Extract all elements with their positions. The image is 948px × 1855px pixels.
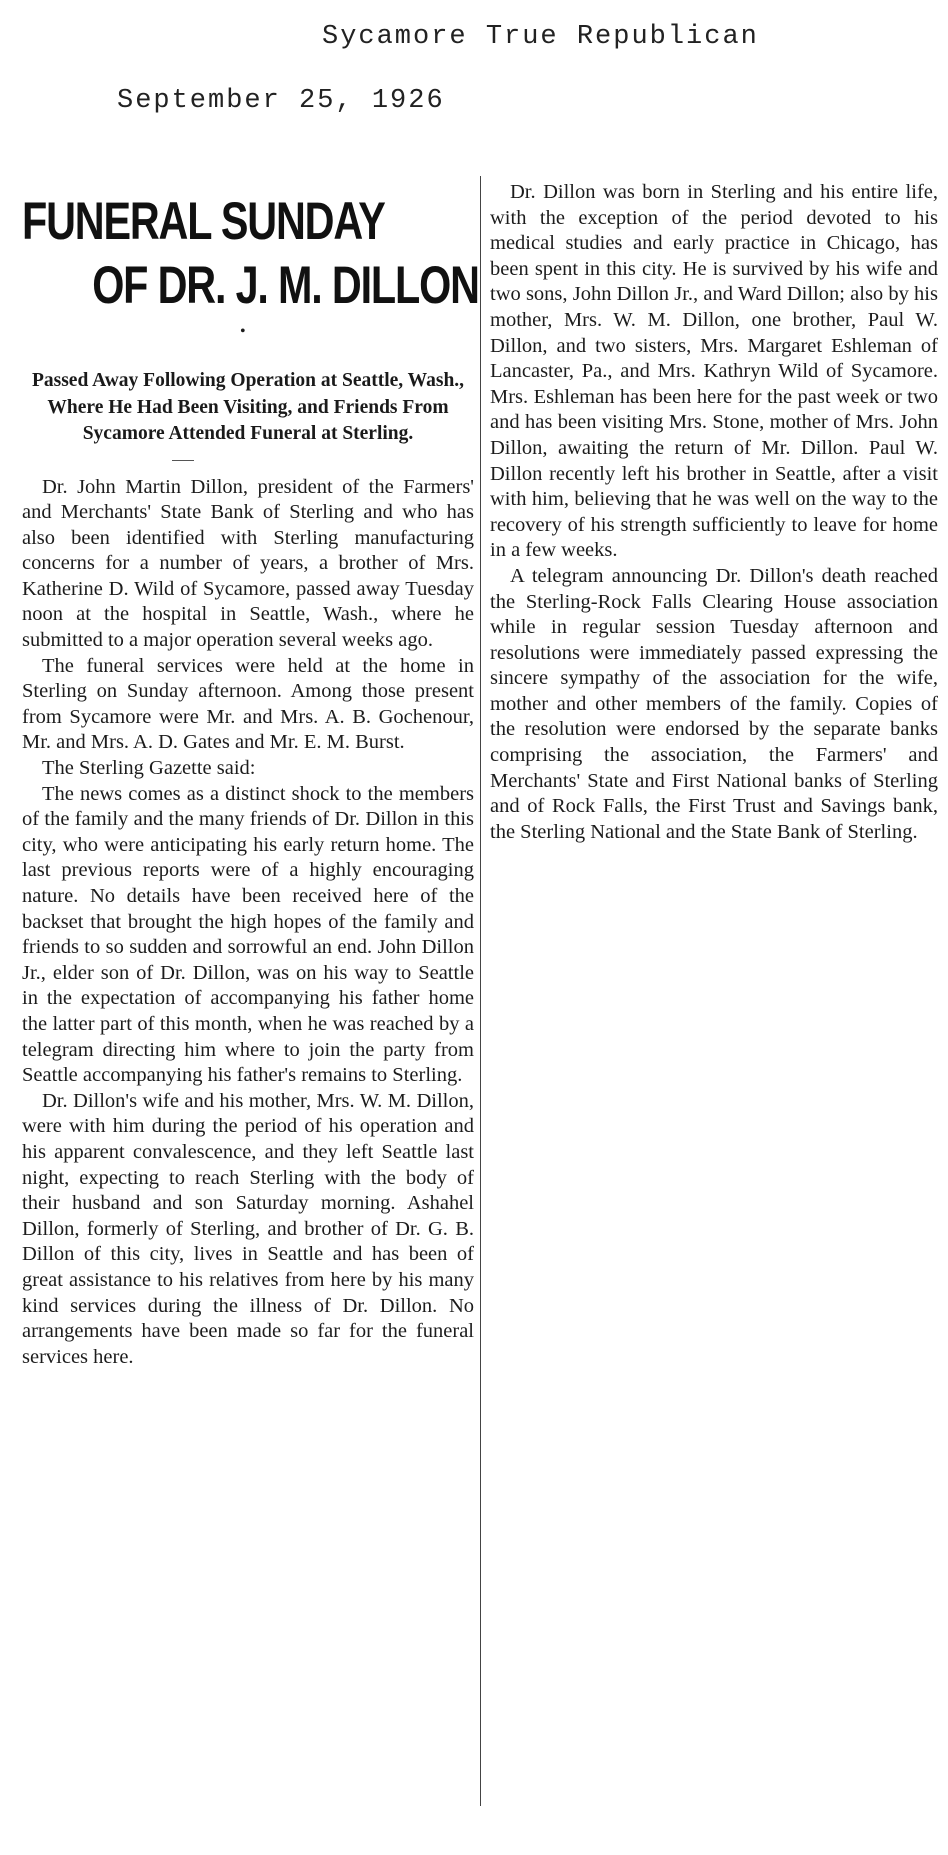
column-divider	[480, 176, 481, 1806]
article-paragraph: Dr. Dillon's wife and his mother, Mrs. W. M. Dillon, were with him during the period of his operation and his apparent convalescence, and they left Seattle last night, expecting to reach Sterling with the body of their husband and son Saturday morning. Ashahel Dillon, formerly of Sterling, and brother of Dr. G. B. Dillon of this city, lives in Seattle and has been of great assistance to his relatives from here by his many kind services during the illness of Dr. Dillon. No arrangements have been made so far for the funeral services here.	[22, 1089, 474, 1368]
publication-date: September 25, 1926	[117, 86, 445, 116]
article-left-column	[22, 178, 479, 1370]
deck-divider	[172, 460, 194, 461]
article-paragraph: A telegram announcing Dr. Dillon's death reached the Sterling-Rock Falls Clearing House association while in regular session Tuesday afternoon and resolutions were immediately passed expressing the sincere sympathy of the association for the wife, mother and other members of the family. Copies of the resolution were endorsed by the separate banks comprising the association, the Farmers' and Merchants' State and First National banks of Sterling and of Rock Falls, the First Trust and Savings bank, the Sterling National and the State Bank of Sterling.	[490, 564, 938, 843]
headline-ornament: •	[240, 323, 246, 340]
article-paragraph: Dr. Dillon was born in Sterling and his entire life, with the exception of the period devoted to his medical studies and early practice in Chicago, has been spent in this city. He is survived by his wife and two sons, John Dillon Jr., and Ward Dillon; also by his mother, Mrs. W. M. Dillon, one brother, Paul W. Dillon, and two sisters, Mrs. Margaret Eshleman of Lancaster, Pa., and Mrs. Kathryn Wild of Sycamore. Mrs. Eshleman has been here for the past week or two and has been visiting Mrs. Stone, mother of Mrs. John Dillon, awaiting the return of Mr. Dillon. Paul W. Dillon recently left his brother in Seattle, after a visit with him, believing that he was well on the way to the recovery of his strength sufficiently to leave for home in a few weeks.	[490, 181, 938, 562]
article-deck: Passed Away Following Operation at Seattle, Wash., Where He Had Been Visiting, and Friends From Sycamore Attended Funeral at Sterling.	[31, 370, 465, 444]
headline-line-2: OF DR. J. M. DILLON	[92, 256, 479, 315]
article-paragraph: The funeral services were held at the home in Sterling on Sunday afternoon. Among those present from Sycamore were Mr. and Mrs. A. B. Gochenour, Mr. and Mrs. A. D. Gates and Mr. E. M. Burst.	[22, 654, 474, 754]
article-paragraph: The Sterling Gazette said:	[42, 757, 256, 780]
headline-line-1: FUNERAL SUNDAY	[22, 192, 385, 251]
article-paragraph: Dr. John Martin Dillon, president of the Farmers' and Merchants' State Bank of Sterling and who has also been identified with Sterling manufacturing concerns for a number of years, a brother of Mrs. Katherine D. Wild of Sycamore, passed away Tuesday noon at the hospital in Seattle, Wash., where he submitted to a major operation several weeks ago.	[22, 475, 474, 652]
article-right-column	[490, 180, 938, 845]
publication-name: Sycamore True Republican	[322, 22, 759, 52]
article-paragraph: The news comes as a distinct shock to the members of the family and the many friends of Dr. Dillon in this city, who were anticipating his early return home. The last previous reports were of a highly encouraging nature. No details have been received here of the backset that brought the high hopes of the family and friends to so sudden and sorrowful an end. John Dillon Jr., elder son of Dr. Dillon, was on his way to Seattle in the expectation of accompanying his father home the latter part of this month, when he was reached by a telegram directing him where to join the party from Seattle accompanying his father's remains to Sterling.	[22, 782, 474, 1087]
